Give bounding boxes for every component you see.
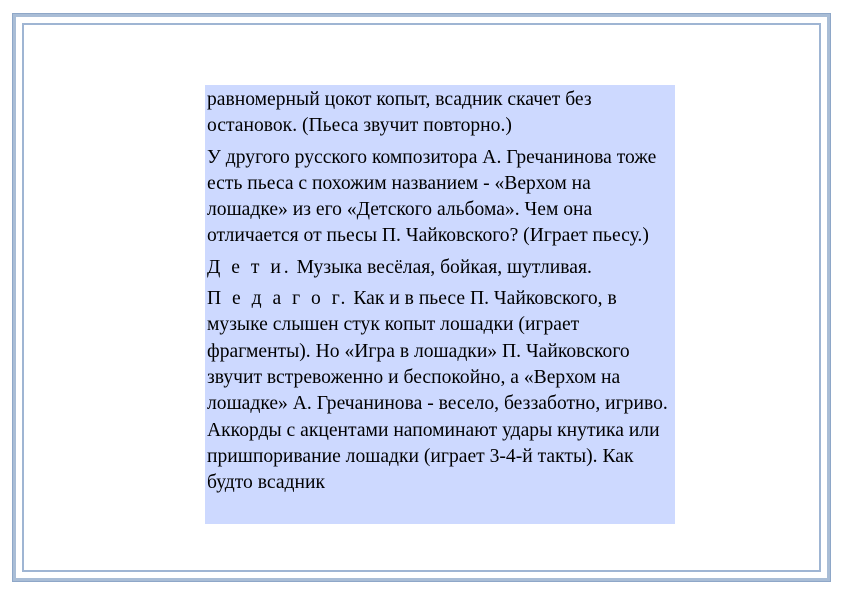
paragraph-1-text: равномерный цокот копыт, всадник скачет без остановок. (Пьеса звучит повторно.) [207, 89, 592, 137]
paragraph-4 [207, 286, 671, 496]
paragraph-3 [207, 255, 671, 281]
speaker-children: Д е т и. [207, 256, 292, 278]
paragraph-4-text: Как и в пьесе П. Чайковского, в музыке слышен стук копыт лошадки (играет фрагменты). Но «Игра в лошадки» П. Чайковского звучит встревоженно и беспокойно, а «Верхом на лошадке» А. Гречанинова - весело, беззаботно, игриво. Аккорды с акцентами напоминают удары кнутика или пришпоривание лошадки (играет 3-4-й такты). Как будто всадник [207, 288, 668, 494]
text-box [205, 85, 675, 524]
paragraph-2 [207, 145, 671, 250]
speaker-teacher: П е д а г о г. [207, 288, 349, 310]
paragraph-1 [207, 87, 671, 140]
paragraph-3-text: Музыка весёлая, бойкая, шутливая. [291, 256, 592, 278]
paragraph-2-text: У другого русского композитора А. Гречанинова тоже есть пьеса с похожим названием - «Верхом на лошадке» из его «Детского альбома». Чем она отличается от пьесы П. Чайковского? (Играет пьесу.) [207, 146, 657, 247]
